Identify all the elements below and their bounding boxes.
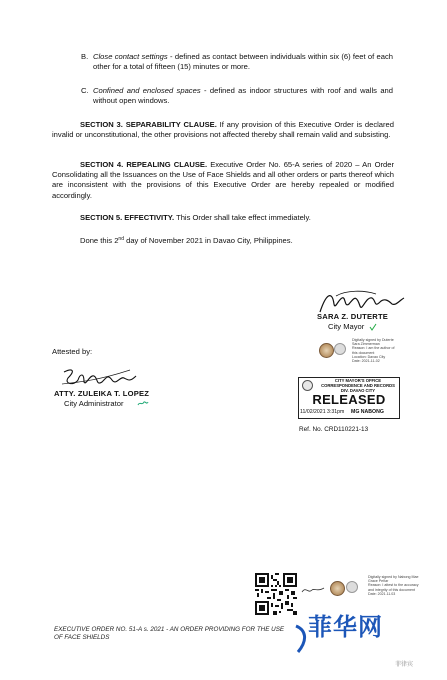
item-b [81,52,394,72]
check-mark-icon [369,323,377,331]
small-signature [300,584,326,596]
section-text: Executive Order No. 65-A series of 2020 – An Order Consolidating all the Issuances on the Use of Face Shields and all other orders or parts thereof which are inconsistent with the provisions of this Executive Order are hereby repealed or modified accordingly. [52,160,394,200]
digital-seal-icon [330,581,345,596]
section-3 [52,120,394,140]
qr-code-icon [255,573,297,615]
released-stamp [298,377,400,419]
watermark-subtext: 菲律宾 [395,662,414,668]
mayor-name: SARA Z. DUTERTE [317,312,389,321]
digital-seal-icon [346,581,358,593]
item-marker: C. [81,86,89,95]
administrator-name: ATTY. ZULEIKA T. LOPEZ [54,389,150,398]
item-term: Close contact settings [93,52,168,61]
section-4 [52,160,394,201]
initial-mark-icon [137,400,149,407]
item-text: - defined as contact between individuals within six (6) feet of each other for a total of fifteen (15) minutes or more. [93,52,394,72]
attested-label: Attested by: [52,347,93,356]
digital-seal-icon [319,343,334,358]
item-marker: B. [81,52,89,61]
digital-signature-note: Digitally signed by Duterte Sara Zimmerman Reason: I am the author of this document Location: Davao City Date: 2021-11-02 [352,338,395,364]
watermark-text: 菲华网 [308,613,383,641]
item-term: Confined and enclosed spaces [93,86,201,95]
lopez-signature [60,364,140,392]
item-c [81,86,393,106]
item-text: - defined as indoor structures with roof and walls and without open windows. [93,86,393,106]
section-heading: SECTION 4. REPEALING CLAUSE. [80,160,208,169]
digital-seal-icon [334,343,346,355]
stamp-seal-icon [302,380,313,391]
footer-title: EXECUTIVE ORDER NO. 51-A s. 2021 - AN ORDER PROVIDING FOR THE USE OF FACE SHIELDS [54,626,285,641]
section-heading: SECTION 3. SEPARABILITY CLAUSE. [80,120,217,129]
section-heading: SECTION 5. EFFECTIVITY. [80,213,175,222]
stamp-office: CITY MAYOR'S OFFICE CORRESPONDENCE AND RECORDS DIV. DAVAO CITY [321,378,395,393]
section-text: This Order shall take effect immediately. [174,213,311,222]
stamp-status: RELEASED [312,392,386,407]
site-watermark [286,613,440,658]
digital-signature-note: Digitally signed by Nabong Mae Grace Peñar Reason: I attest to the accuracy and integrity of this document Date: 2021.11.03 [368,575,419,596]
reference-number: Ref. No. CRD110221-13 [299,426,369,433]
stamp-datetime: 11/02/2021 3:31pm [300,409,345,415]
stamp-receiver: MG NABONG [351,409,384,415]
mayor-title: City Mayor [328,322,365,331]
administrator-title: City Administrator [64,399,124,408]
done-line: Done this 2nd day of November 2021 in Davao City, Philippines. [80,236,293,245]
section-text: If any provision of this Executive Order is declared invalid or unconstitutional, the other provisions not affected thereby shall remain valid and subsisting. [52,120,394,140]
section-5 [52,213,394,223]
